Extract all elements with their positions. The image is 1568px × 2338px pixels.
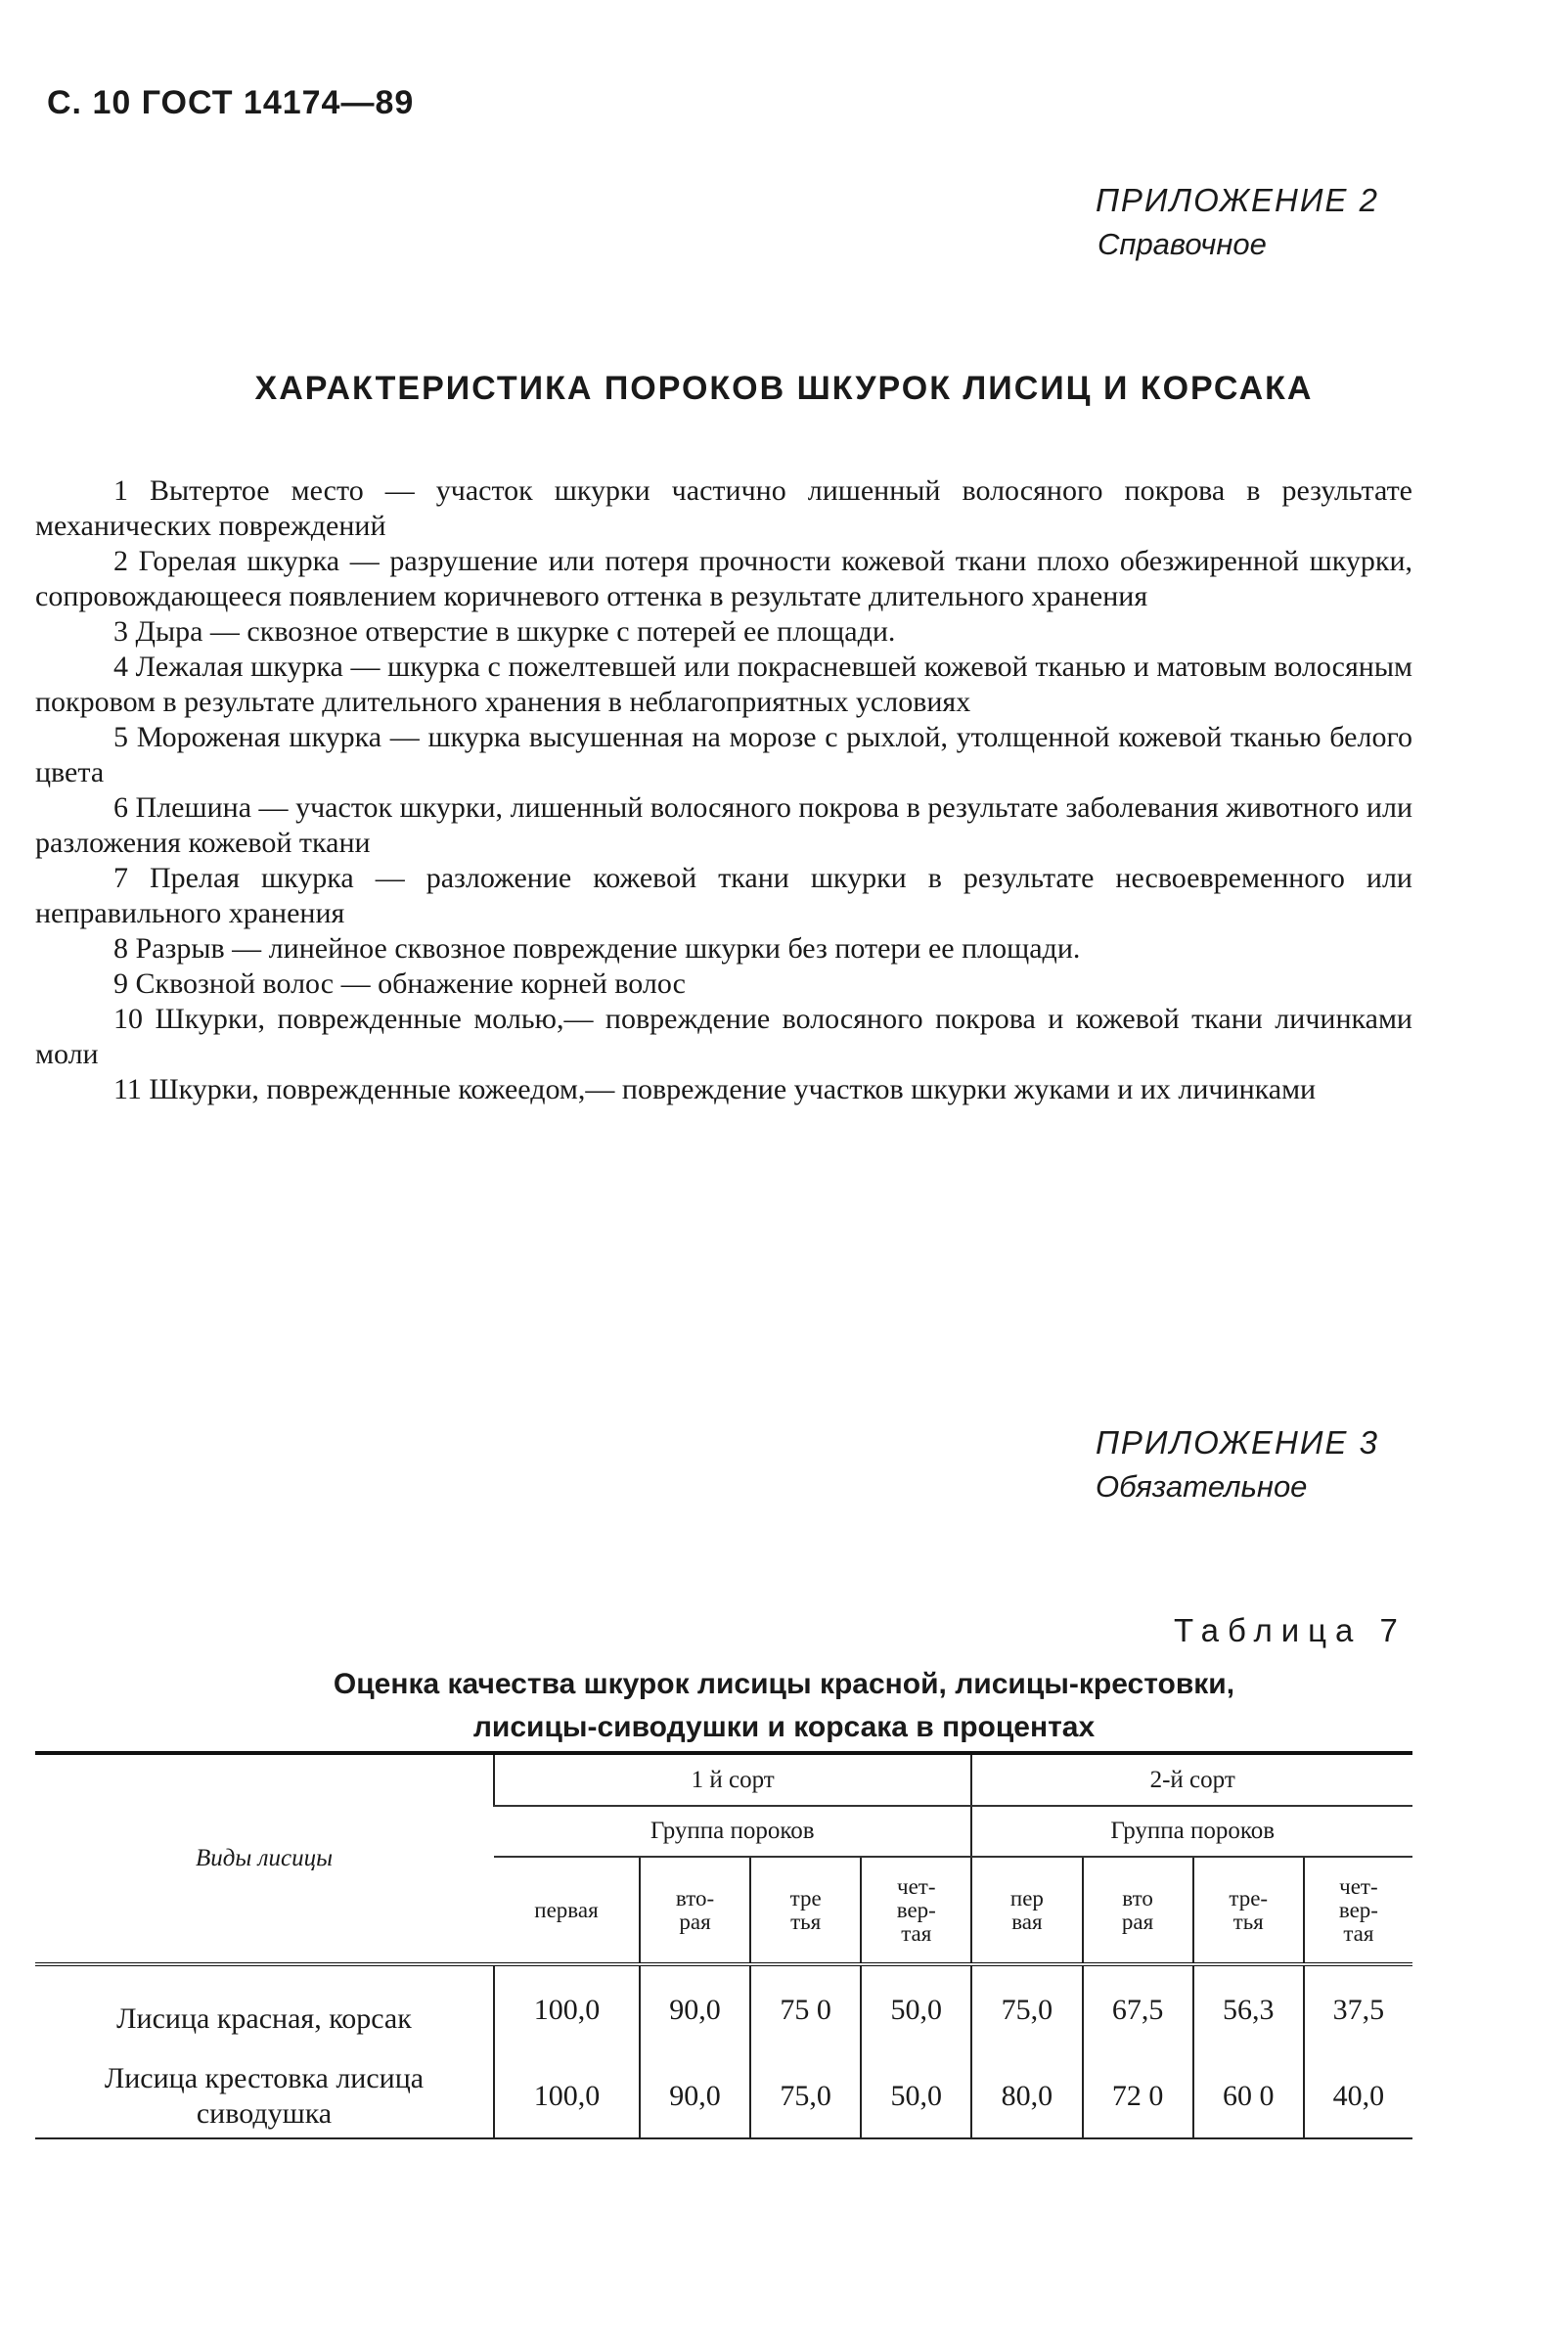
appendix-2-subtitle: Справочное <box>1098 227 1267 261</box>
cell-value: 60 0 <box>1193 2054 1304 2138</box>
page-header-ref: С. 10 ГОСТ 14174—89 <box>47 84 415 121</box>
defect-item: 8 Разрыв — линейное сквозное повреждение шкурки без потери ее площади. <box>113 932 1081 965</box>
table-row <box>35 1964 1412 2054</box>
column-header-grade-2: 2-й сорт <box>971 1753 1412 1806</box>
column-header-defect-group-2: Группа пороков <box>971 1806 1412 1857</box>
defect-item: 6 Плешина — участок шкурки, лишенный волосяного покрова в результате заболевания животного или разложения кожевой ткани <box>35 791 1412 859</box>
defect-item: 1 Вытертое место — участок шкурки частично лишенный волосяного покрова в результате механических повреждений <box>35 474 1412 542</box>
cell-value: 100,0 <box>494 2054 640 2138</box>
table-title-line-2: лисицы-сиводушки и корсака в процентах <box>472 1711 1096 1743</box>
subheader-grade1-group-4: чет- вер- тая <box>861 1857 971 1964</box>
table-title-line-1: Оценка качества шкурок лисицы красной, лисицы-крестовки, <box>333 1668 1235 1700</box>
defect-item: 4 Лежалая шкурка — шкурка с пожелтевшей или покрасневшей кожевой тканью и матовым волосяным покровом в результате длительного хранения в неблагоприятных условиях <box>35 651 1412 718</box>
appendix-2-title: ПРИЛОЖЕНИЕ 2 <box>1096 182 1379 218</box>
table-label: Таблица 7 <box>1174 1612 1407 1648</box>
subheader-grade2-group-4: чет- вер- тая <box>1304 1857 1412 1964</box>
appendix-3-title: ПРИЛОЖЕНИЕ 3 <box>1096 1424 1379 1461</box>
cell-value: 37,5 <box>1304 1964 1412 2054</box>
subheader-grade1-group-2: вто- рая <box>640 1857 750 1964</box>
subheader-grade2-group-2: вто рая <box>1083 1857 1193 1964</box>
cell-value: 90,0 <box>640 1964 750 2054</box>
row-species-name: Лисица красная, корсак <box>116 2002 412 2035</box>
row-species-name: Лисица крестовка лисица сиводушка <box>104 2061 425 2130</box>
table-row <box>35 2054 1412 2138</box>
cell-value: 100,0 <box>494 1964 640 2054</box>
column-header-grade-1: 1 й сорт <box>494 1753 971 1806</box>
defect-item: 10 Шкурки, поврежденные молью,— повреждение волосяного покрова и кожевой ткани личинками моли <box>35 1003 1412 1070</box>
defect-item: 9 Сквозной волос — обнажение корней волос <box>113 967 686 1000</box>
table-title <box>0 1663 1568 1749</box>
defects-list <box>35 473 1412 1107</box>
cell-value: 75,0 <box>750 2054 861 2138</box>
subheader-grade2-group-1: пер вая <box>971 1857 1082 1964</box>
cell-value: 90,0 <box>640 2054 750 2138</box>
grades-table <box>35 1751 1412 2139</box>
defect-item: 2 Горелая шкурка — разрушение или потеря прочности кожевой ткани плохо обезжиренной шкурки, сопровождающееся появлением коричневого оттенка в результате длительного хранения <box>35 545 1412 612</box>
cell-value: 50,0 <box>861 1964 971 2054</box>
subheader-grade1-group-3: тре тья <box>750 1857 861 1964</box>
section-title: ХАРАКТЕРИСТИКА ПОРОКОВ ШКУРОК ЛИСИЦ И КОРСАКА <box>254 370 1314 407</box>
subheader-grade2-group-3: тре- тья <box>1193 1857 1304 1964</box>
subheader-grade1-group-1: первая <box>494 1857 640 1964</box>
defect-item: 11 Шкурки, поврежденные кожеедом,— повреждение участков шкурки жуками и их личинками <box>113 1073 1317 1105</box>
defect-item: 5 Мороженая шкурка — шкурка высушенная на морозе с рыхлой, утолщенной кожевой тканью белого цвета <box>35 721 1412 788</box>
cell-value: 80,0 <box>971 2054 1082 2138</box>
cell-value: 40,0 <box>1304 2054 1412 2138</box>
cell-value: 75 0 <box>750 1964 861 2054</box>
column-header-defect-group-1: Группа пороков <box>494 1806 971 1857</box>
defect-item: 7 Прелая шкурка — разложение кожевой ткани шкурки в результате несвоевременного или неправильного хранения <box>35 862 1412 929</box>
cell-value: 56,3 <box>1193 1964 1304 2054</box>
appendix-3-subtitle: Обязательное <box>1096 1469 1308 1504</box>
defect-item: 3 Дыра — сквозное отверстие в шкурке с потерей ее площади. <box>113 615 896 648</box>
cell-value: 67,5 <box>1083 1964 1193 2054</box>
cell-value: 72 0 <box>1083 2054 1193 2138</box>
cell-value: 75,0 <box>971 1964 1082 2054</box>
cell-value: 50,0 <box>861 2054 971 2138</box>
column-header-species: Виды лисицы <box>35 1753 494 1964</box>
